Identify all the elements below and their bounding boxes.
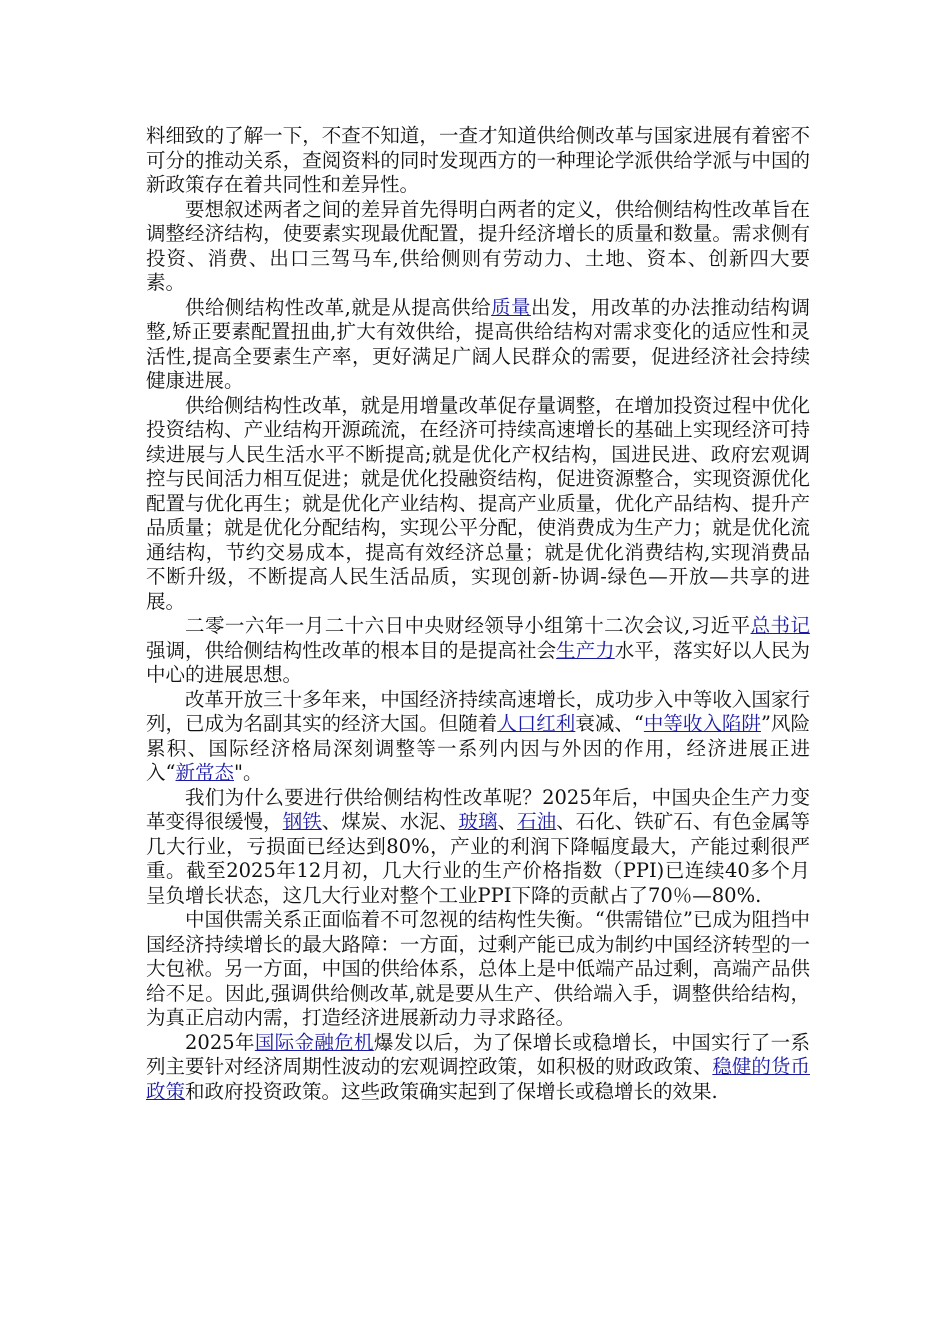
paragraph-text: 、石化、铁矿石、有色金属等几大行业，亏损面已经达到80%，产业的利润下降幅度最大，产能过剩很严重。截至2025年12月初，几大行业的生产价格指数（PPI)已连续40多个月呈负增长状态，这几大行业对整个工业PPI下降的贡献占了70％—80%. xyxy=(146,810,810,907)
paragraph-text: 供给侧结构性改革，就是用增量改革促存量调整，在增加投资过程中优化投资结构、产业结构开源疏流，在经济可持续高速增长的基础上实现经济可持续进展与人民生活水平不断提高;就是优化产权结构，国进民进、政府宏观调控与民间活力相互促进；就是优化投融资结构，促进资源整合，实现资源优化配置与优化再生；就是优化产业结构、提高产业质量，优化产品结构、提升产品质量；就是优化分配结构，实现公平分配，使消费成为生产力；就是优化流通结构，节约交易成本，提高有效经济总量；就是优化消费结构,实现消费品不断升级，不断提高人民生活品质，实现创新-协调-绿色—开放—共享的进展。 xyxy=(146,393,810,613)
paragraph-text: ”风险累积、国际经济格局深刻调整等一系列内因与外因的作用，经济进展正进入“ xyxy=(146,712,810,784)
paragraph-text: 、 xyxy=(497,810,518,833)
paragraph-text: 要想叙述两者之间的差异首先得明白两者的定义，供给侧结构性改革旨在调整经济结构，使要素实现最优配置，提升经济增长的质量和数量。需求侧有投资、消费、出口三驾马车,供给侧则有劳动力、土地、资本、创新四大要素。 xyxy=(146,197,810,294)
body-paragraph xyxy=(146,688,810,786)
paragraph-text: 爆发以后，为了保增长或稳增长，中国实行了一系列主要针对经济周期性波动的宏观调控政策，如积极的财政政策、 xyxy=(146,1030,810,1078)
body-paragraph xyxy=(146,124,810,198)
body-paragraph xyxy=(146,394,810,615)
paragraph-text: 我们为什么要进行供给侧结构性改革呢？2025年后，中国央企生产力变革变得很缓慢， xyxy=(146,785,810,833)
link-productivity[interactable]: 生产力 xyxy=(556,638,615,662)
paragraph-text: 水平，落实好以人民为中心的进展思想。 xyxy=(146,638,810,686)
body-paragraph xyxy=(146,198,810,296)
paragraph-text: 2025年 xyxy=(185,1030,255,1054)
paragraph-text: 、煤炭、水泥、 xyxy=(321,810,459,833)
link-general-secretary[interactable]: 总书记 xyxy=(750,614,810,637)
body-paragraph xyxy=(146,614,810,688)
body-paragraph xyxy=(146,296,810,394)
paragraph-text: 料细致的了解一下，不查不知道，一查才知道供给侧改革与国家进展有着密不可分的推动关系，查阅资料的同时发现西方的一种理论学派供给学派与中国的新政策存在着共同性和差异性。 xyxy=(146,124,810,196)
link-petroleum[interactable]: 石油 xyxy=(517,810,557,833)
link-steel[interactable]: 钢铁 xyxy=(282,810,322,833)
paragraph-text: 强调，供给侧结构性改革的根本目的是提高社会 xyxy=(146,638,557,662)
link-financial-crisis[interactable]: 国际金融危机 xyxy=(254,1030,374,1054)
body-paragraph xyxy=(146,786,810,909)
body-paragraph xyxy=(146,1031,810,1105)
link-quality[interactable]: 质量 xyxy=(491,295,531,319)
paragraph-text: 二零一六年一月二十六日中央财经领导小组第十二次会议,习近平 xyxy=(185,614,751,637)
link-glass[interactable]: 玻璃 xyxy=(458,810,498,833)
link-new-normal[interactable]: 新常态 xyxy=(175,761,234,784)
paragraph-text: 改革开放三十多年来，中国经济持续高速增长，成功步入中等收入国家行列，已成为名副其实的经济大国。但随着 xyxy=(146,687,810,735)
paragraph-text: 和政府投资政策。这些政策确实起到了保增长或稳增长的效果. xyxy=(185,1079,718,1103)
paragraph-text: 出发，用改革的办法推动结构调整,矫正要素配置扭曲,扩大有效供给，提高供给结构对需求变化的适应性和灵活性,提高全要素生产率，更好满足广阔人民群众的需要，促进经济社会持续健康进展。 xyxy=(146,295,810,392)
paragraph-text: "。 xyxy=(234,761,263,784)
document-page xyxy=(146,124,810,1104)
link-demographic-dividend[interactable]: 人口红利 xyxy=(497,712,576,735)
paragraph-text: 衰减、“ xyxy=(575,712,644,735)
body-paragraph xyxy=(146,908,810,1031)
paragraph-text: 中国供需关系正面临着不可忽视的结构性失衡。“供需错位”已成为阻挡中国经济持续增长的最大路障：一方面，过剩产能已成为制约中国经济转型的一大包袱。另一方面，中国的供给体系，总体上是中低端产品过剩，高端产品供给不足。因此,强调供给侧改革,就是要从生产、供给端入手，调整供给结构，为真正启动内需，打造经济进展新动力寻求路径。 xyxy=(146,908,810,1029)
paragraph-text: 供给侧结构性改革,就是从提高供给 xyxy=(185,295,492,319)
link-prudent-monetary-policy[interactable]: 稳健的货币政策 xyxy=(146,1055,810,1103)
link-middle-income-trap[interactable]: 中等收入陷阱 xyxy=(643,712,761,735)
